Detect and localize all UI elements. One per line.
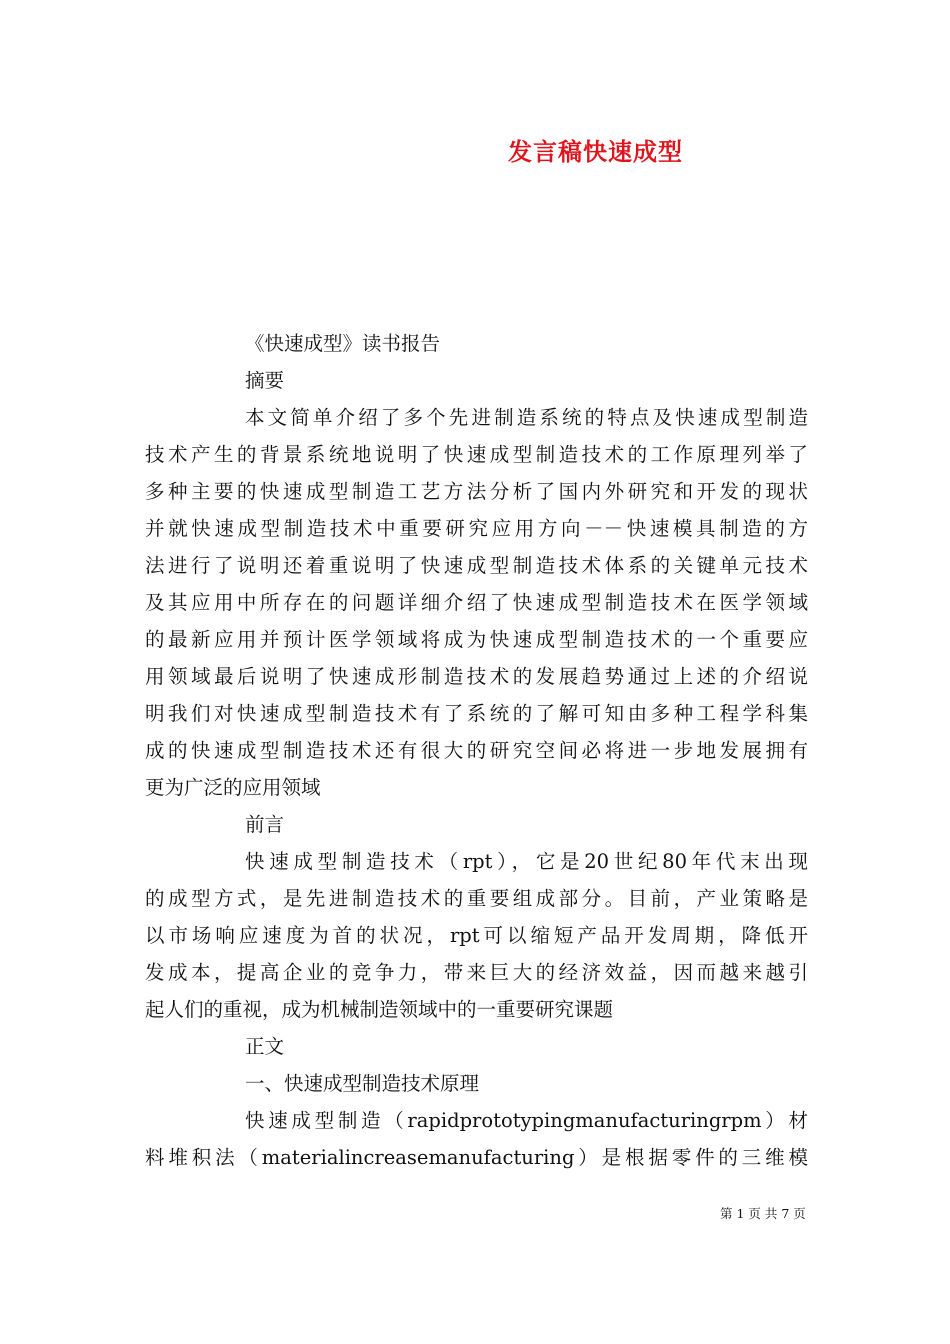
paragraph-line: 明我们对快速成型制造技术有了系统的了解可知由多种工程学科集 [145, 702, 808, 725]
paragraph-line: 快速成型制造技术（rpt），它是20世纪80年代末出现 [245, 850, 808, 873]
page-number: 第 1 页 共 7 页 [720, 1206, 806, 1221]
paragraph-line: 的成型方式，是先进制造技术的重要组成部分。目前，产业策略是 [145, 887, 808, 910]
paragraph-line: 料堆积法（materialincreasemanufacturing）是根据零件的三维模 [145, 1146, 808, 1169]
paragraph-line: 更为广泛的应用领域 [145, 776, 321, 799]
paragraph-line: 多种主要的快速成型制造工艺方法分析了国内外研究和开发的现状 [145, 480, 808, 503]
paragraph-line: 用领域最后说明了快速成形制造技术的发展趋势通过上述的介绍说 [145, 665, 808, 688]
paragraph-line: 并就快速成型制造技术中重要研究应用方向－－快速模具制造的方 [145, 517, 808, 540]
paragraph-line: 法进行了说明还着重说明了快速成型制造技术体系的关键单元技术 [145, 554, 808, 577]
section-heading-preface: 前言 [245, 813, 285, 836]
paragraph-line: 起人们的重视，成为机械制造领域中的一重要研究课题 [145, 998, 614, 1021]
paragraph-line: 技术产生的背景系统地说明了快速成型制造技术的工作原理列举了 [145, 443, 808, 466]
subsection-heading: 一、快速成型制造技术原理 [245, 1072, 480, 1095]
paragraph-line: 本文简单介绍了多个先进制造系统的特点及快速成型制造 [245, 406, 808, 429]
paragraph-line: 快速成型制造（rapidprototypingmanufacturingrpm）材 [245, 1109, 808, 1132]
document-title: 发言稿快速成型 [508, 137, 683, 166]
paragraph-line: 发成本，提高企业的竞争力，带来巨大的经济效益，因而越来越引 [145, 961, 808, 984]
paragraph-line: 的最新应用并预计医学领域将成为快速成型制造技术的一个重要应 [145, 628, 808, 651]
report-heading: 《快速成型》读书报告 [245, 332, 441, 355]
paragraph-line: 成的快速成型制造技术还有很大的研究空间必将进一步地发展拥有 [145, 739, 808, 762]
paragraph-line: 及其应用中所存在的问题详细介绍了快速成型制造技术在医学领域 [145, 591, 808, 614]
section-heading-body: 正文 [245, 1035, 285, 1058]
paragraph-line: 以市场响应速度为首的状况，rpt可以缩短产品开发周期，降低开 [145, 924, 808, 947]
section-heading-abstract: 摘要 [245, 369, 285, 392]
document-body [145, 325, 808, 1176]
